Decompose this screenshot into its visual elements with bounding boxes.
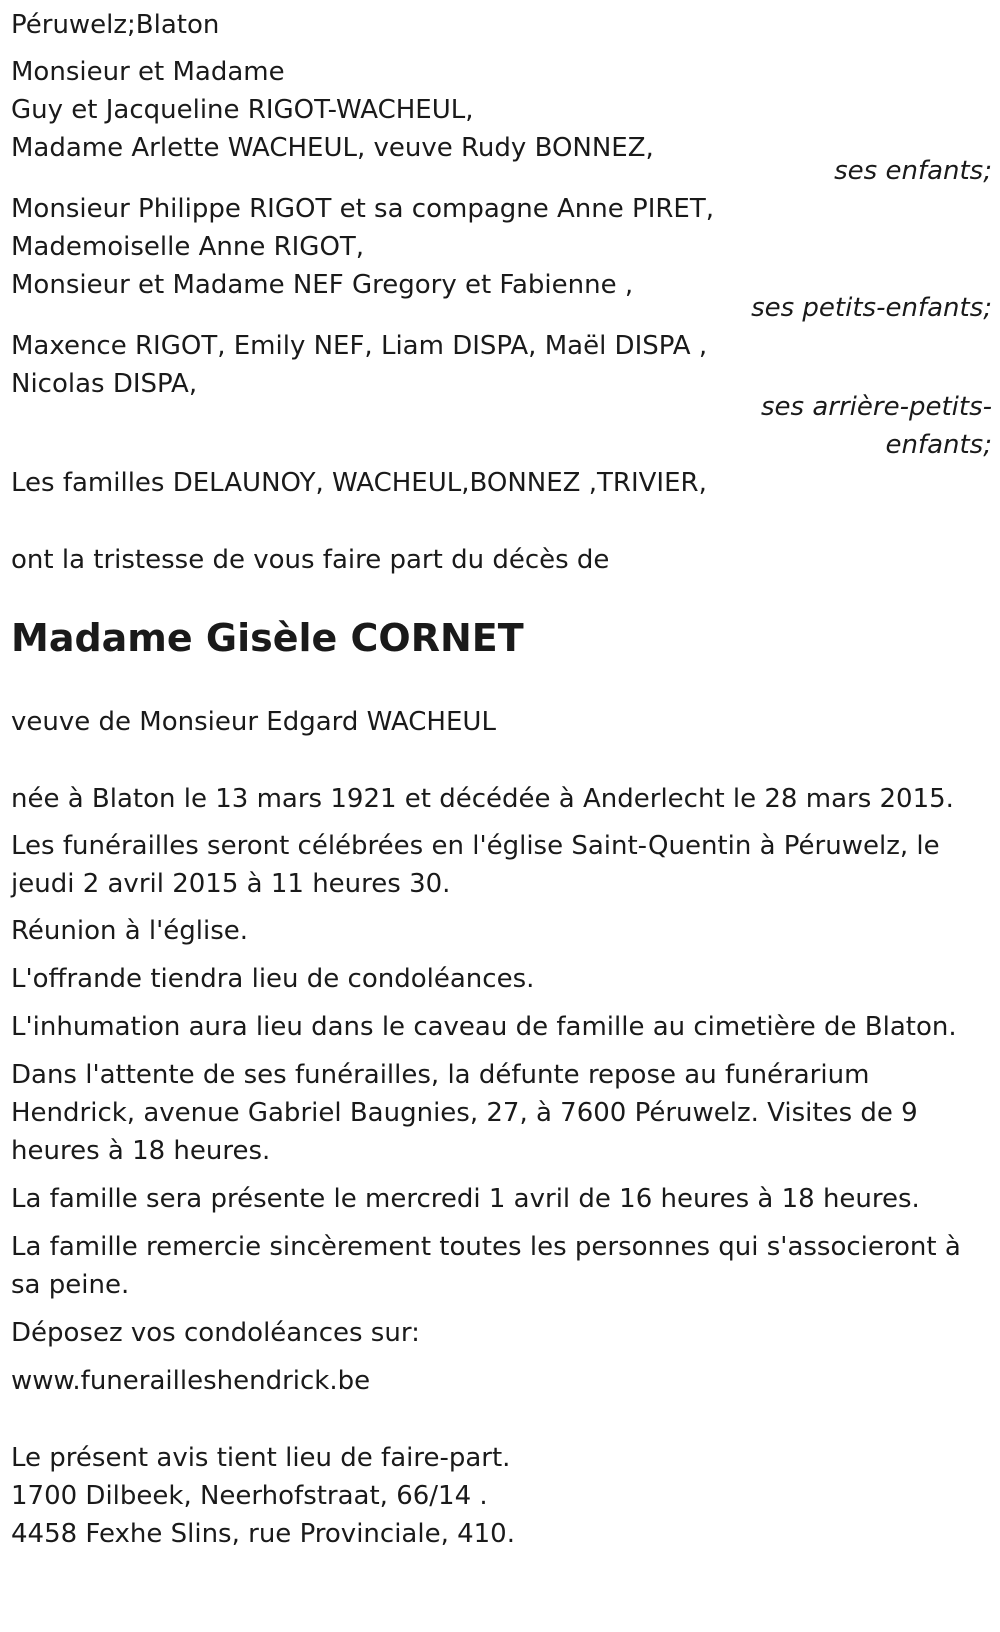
meeting-line: Réunion à l'église.	[11, 916, 249, 946]
grandchildren-relation: ses petits-enfants;	[751, 293, 992, 323]
burial-line: L'inhumation aura lieu dans le caveau de famille au cimetière de Blaton.	[11, 1012, 957, 1042]
grandchildren-line: Mademoiselle Anne RIGOT,	[11, 232, 365, 262]
announcement-line: ont la tristesse de vous faire part du décès de	[11, 545, 610, 575]
condolences-line: Déposez vos condoléances sur:	[11, 1318, 420, 1348]
birth-death-line: née à Blaton le 13 mars 1921 et décédée à Anderlecht le 28 mars 2015.	[11, 784, 954, 814]
condolences-website: www.funerailleshendrick.be	[11, 1366, 371, 1396]
thanks-line: sa peine.	[11, 1270, 130, 1300]
thanks-line: La famille remercie sincèrement toutes les personnes qui s'associeront à	[11, 1232, 961, 1262]
funeral-line: Les funérailles seront célébrées en l'église Saint-Quentin à Péruwelz, le	[11, 831, 940, 861]
footer-address: 1700 Dilbeek, Neerhofstraat, 66/14 .	[11, 1481, 488, 1511]
great-grandchildren-relation: ses arrière-petits-	[761, 392, 992, 422]
funerarium-line: heures à 18 heures.	[11, 1136, 271, 1166]
children-line: Monsieur et Madame	[11, 57, 285, 87]
family-presence-line: La famille sera présente le mercredi 1 avril de 16 heures à 18 heures.	[11, 1184, 920, 1214]
great-grandchildren-line: Nicolas DISPA,	[11, 369, 198, 399]
footer-line: Le présent avis tient lieu de faire-part.	[11, 1443, 511, 1473]
great-grandchildren-relation: enfants;	[885, 430, 992, 460]
funerarium-line: Dans l'attente de ses funérailles, la défunte repose au funérarium	[11, 1060, 870, 1090]
footer-address: 4458 Fexhe Slins, rue Provinciale, 410.	[11, 1519, 515, 1549]
children-relation: ses enfants;	[834, 156, 992, 186]
widow-of-line: veuve de Monsieur Edgard WACHEUL	[11, 707, 496, 737]
families-line: Les familles DELAUNOY, WACHEUL,BONNEZ ,TRIVIER,	[11, 468, 707, 498]
grandchildren-line: Monsieur et Madame NEF Gregory et Fabienne ,	[11, 270, 634, 300]
great-grandchildren-line: Maxence RIGOT, Emily NEF, Liam DISPA, Maël DISPA ,	[11, 331, 708, 361]
offering-line: L'offrande tiendra lieu de condoléances.	[11, 964, 535, 994]
children-line: Madame Arlette WACHEUL, veuve Rudy BONNEZ,	[11, 133, 654, 163]
deceased-name: Madame Gisèle CORNET	[11, 616, 524, 660]
funerarium-line: Hendrick, avenue Gabriel Baugnies, 27, à 7600 Péruwelz. Visites de 9	[11, 1098, 918, 1128]
grandchildren-line: Monsieur Philippe RIGOT et sa compagne Anne PIRET,	[11, 194, 715, 224]
funeral-line: jeudi 2 avril 2015 à 11 heures 30.	[11, 869, 451, 899]
children-line: Guy et Jacqueline RIGOT-WACHEUL,	[11, 95, 474, 125]
location-header: Péruwelz;Blaton	[11, 10, 220, 40]
